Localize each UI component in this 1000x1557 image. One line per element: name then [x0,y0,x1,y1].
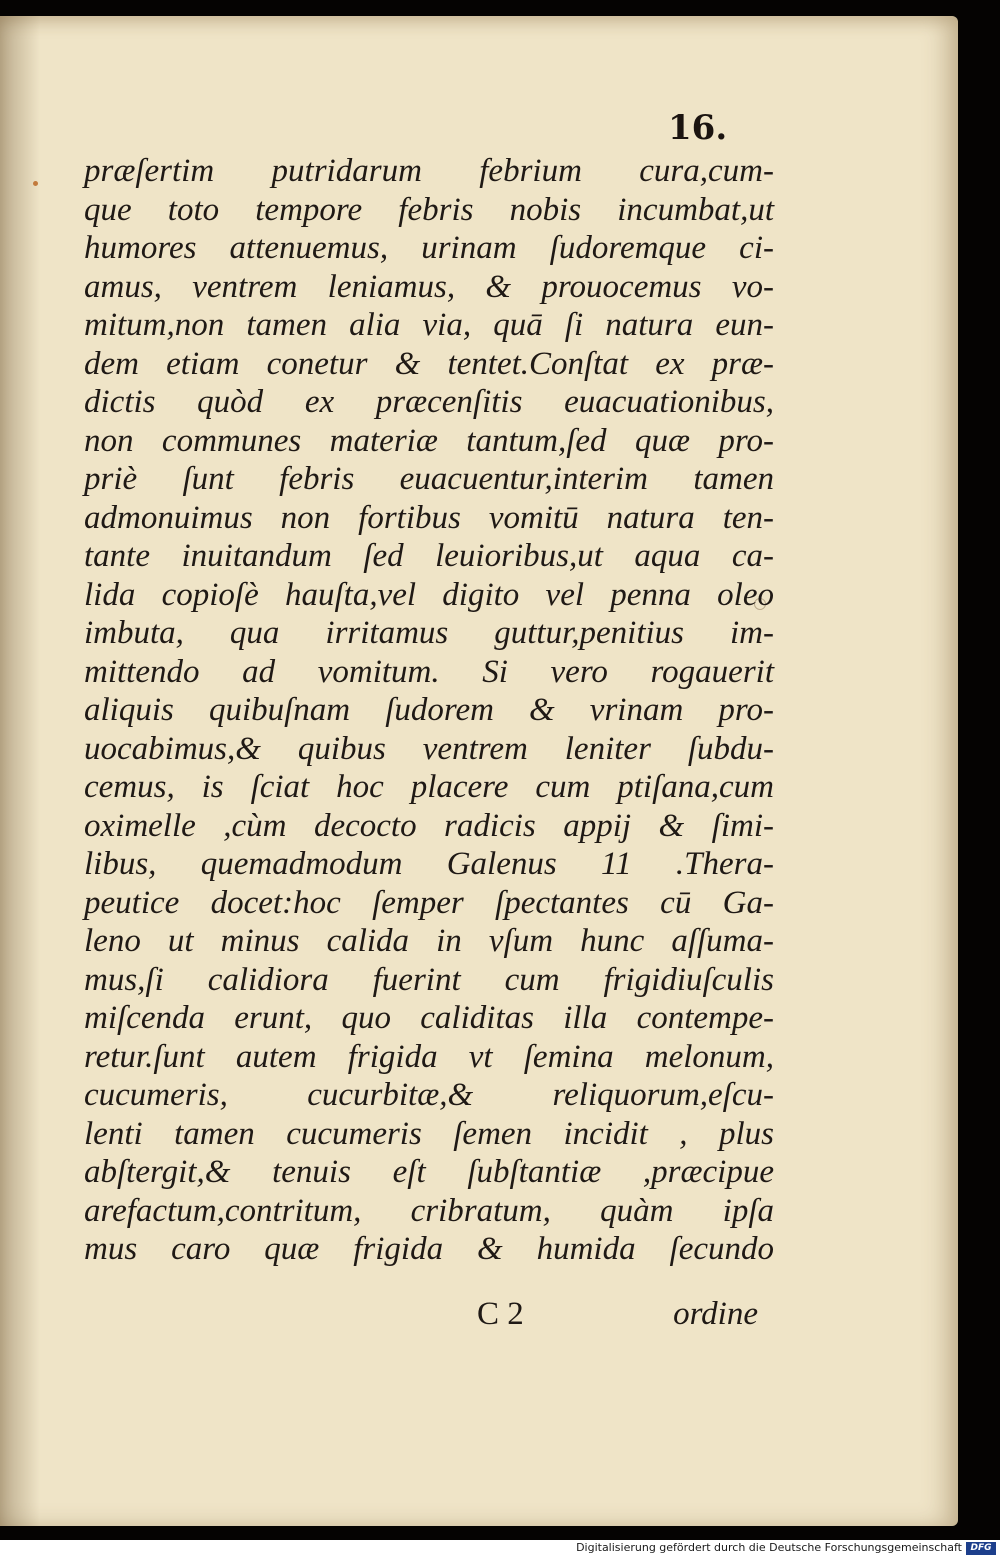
text-line: peutice docet:hoc ſemper ſpectantes cū Ga- [84,884,774,921]
text-line: que toto tempore febris nobis incumbat,ut [84,191,774,228]
catchword: ordine [673,1296,758,1332]
text-line: arefactum,contritum, cribratum, quàm ipſa [84,1192,774,1229]
text-line: mitum,non tamen alia via, quā ſi natura eun- [84,307,774,343]
text-line: aliquis quibuſnam ſudorem & vrinam pro- [84,692,774,728]
text-line: mittendo ad vomitum. Si vero rogauerit [84,653,774,690]
text-line: amus, ventrem leniamus, & prouocemus vo- [84,268,774,305]
catchline [84,1296,774,1336]
funding-credit: Digitalisierung gefördert durch die Deutsche Forschungsgemeinschaft [576,1541,962,1554]
text-line: lida copioſè hauſta,vel digito vel penna oleo [84,576,774,613]
text-line: imbuta, qua irritamus guttur,penitius im- [84,615,774,651]
digitization-footer [0,1540,1000,1557]
page-number: 16. [668,108,728,148]
dfg-logo-icon: DFG [966,1542,996,1555]
text-line: retur.ſunt autem frigida vt ſemina melonum, [84,1038,774,1075]
page-text [84,152,774,1269]
text-line: uocabimus,& quibus ventrem leniter ſubdu- [84,730,774,767]
text-line: non communes materiæ tantum,ſed quæ pro- [84,422,774,459]
text-line: abſtergit,& tenuis eſt ſubſtantiæ ,præcipue [84,1154,774,1190]
text-line: præſertim putridarum febrium cura,cum- [84,153,774,189]
text-line: admonuimus non fortibus vomitū natura ten- [84,499,774,536]
text-line: miſcenda erunt, quo caliditas illa contempe- [84,1000,774,1036]
signature-mark: C 2 [477,1296,524,1332]
text-line: lenti tamen cucumeris ſemen incidit , plus [84,1115,774,1152]
text-line: dictis quòd ex præcenſitis euacuationibus, [84,384,774,420]
margin-stain [33,181,38,186]
text-line: priè ſunt febris euacuentur,interim tamen [84,461,774,497]
text-line: leno ut minus calida in vſum hunc aſſuma- [84,923,774,959]
text-line: dem etiam conetur & tentet.Conſtat ex præ- [84,345,774,382]
gutter-shadow [0,16,40,1526]
text-line: cucumeris, cucurbitæ,& reliquorum,eſcu- [84,1077,774,1113]
text-line: oximelle ,cùm decocto radicis appij & ſimi- [84,807,774,844]
text-line: tante inuitandum ſed leuioribus,ut aqua ca- [84,538,774,574]
text-line: mus,ſi calidiora fuerint cum frigidiuſculis [84,961,774,998]
text-line: cemus, is ſciat hoc placere cum ptiſana,cum [84,769,774,805]
text-line: humores attenuemus, urinam ſudoremque ci- [84,230,774,266]
text-line: mus caro quæ frigida & humida ſecundo [84,1231,774,1267]
text-line: libus, quemadmodum Galenus 11 .Thera- [84,846,774,882]
